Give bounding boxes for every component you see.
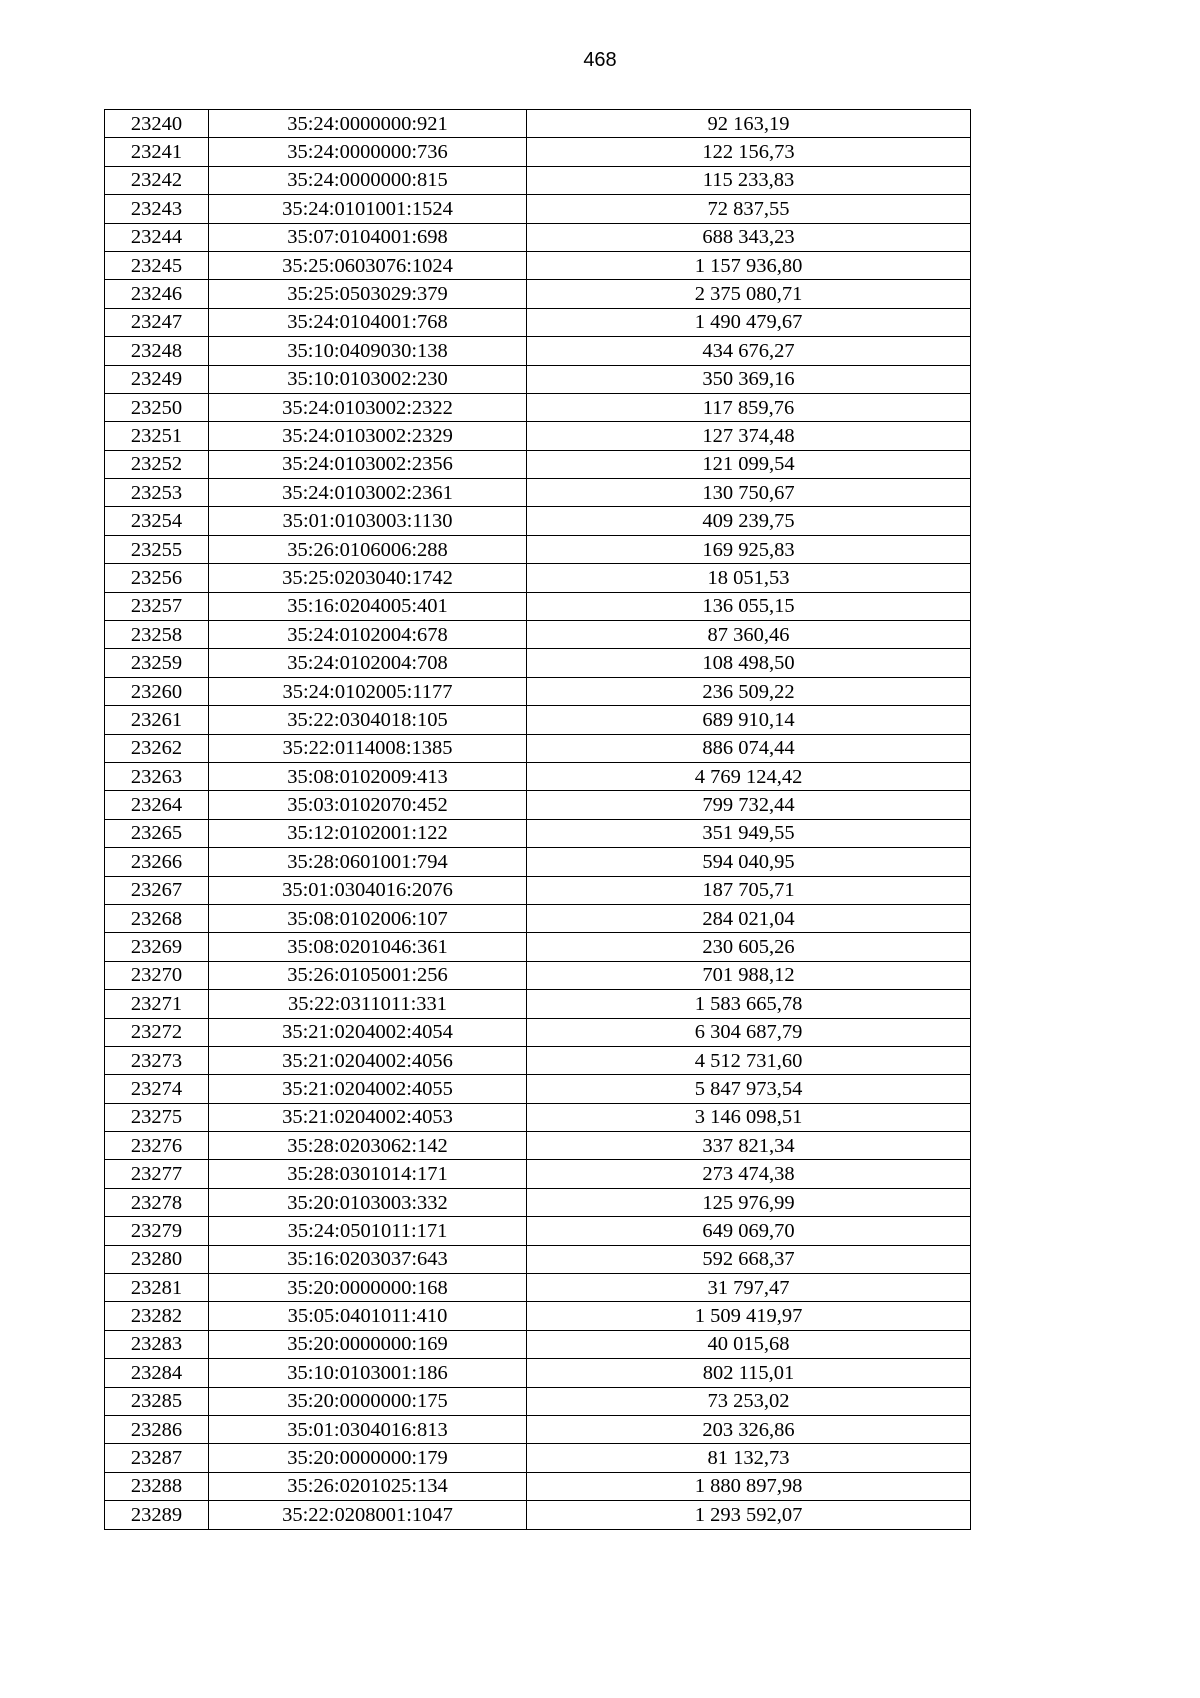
value-cell: 689 910,14 <box>527 706 971 734</box>
table-row <box>105 1472 971 1500</box>
table-row <box>105 848 971 876</box>
cadastral-number-cell: 35:01:0103003:1130 <box>209 507 527 535</box>
value-cell: 273 474,38 <box>527 1160 971 1188</box>
table-row <box>105 1103 971 1131</box>
cadastral-number-cell: 35:22:0208001:1047 <box>209 1501 527 1529</box>
row-number-cell: 23287 <box>105 1444 209 1472</box>
table-row <box>105 479 971 507</box>
table-row <box>105 1075 971 1103</box>
value-cell: 169 925,83 <box>527 535 971 563</box>
table-row <box>105 422 971 450</box>
row-number-cell: 23242 <box>105 166 209 194</box>
table-row <box>105 791 971 819</box>
table-row <box>105 110 971 138</box>
cadastral-number-cell: 35:20:0000000:168 <box>209 1274 527 1302</box>
cadastral-number-cell: 35:16:0204005:401 <box>209 592 527 620</box>
row-number-cell: 23278 <box>105 1188 209 1216</box>
row-number-cell: 23254 <box>105 507 209 535</box>
value-cell: 3 146 098,51 <box>527 1103 971 1131</box>
value-cell: 2 375 080,71 <box>527 280 971 308</box>
cadastral-number-cell: 35:24:0000000:815 <box>209 166 527 194</box>
row-number-cell: 23269 <box>105 933 209 961</box>
value-cell: 1 293 592,07 <box>527 1501 971 1529</box>
value-cell: 4 769 124,42 <box>527 762 971 790</box>
value-cell: 6 304 687,79 <box>527 1018 971 1046</box>
value-cell: 701 988,12 <box>527 961 971 989</box>
value-cell: 799 732,44 <box>527 791 971 819</box>
row-number-cell: 23272 <box>105 1018 209 1046</box>
cadastral-number-cell: 35:05:0401011:410 <box>209 1302 527 1330</box>
cadastral-number-cell: 35:24:0103002:2329 <box>209 422 527 450</box>
table-row <box>105 904 971 932</box>
row-number-cell: 23283 <box>105 1330 209 1358</box>
cadastral-number-cell: 35:24:0102004:678 <box>209 621 527 649</box>
value-cell: 40 015,68 <box>527 1330 971 1358</box>
cadastral-number-cell: 35:22:0114008:1385 <box>209 734 527 762</box>
value-cell: 1 157 936,80 <box>527 251 971 279</box>
table-row <box>105 393 971 421</box>
cadastral-number-cell: 35:24:0000000:736 <box>209 138 527 166</box>
table-row <box>105 961 971 989</box>
row-number-cell: 23244 <box>105 223 209 251</box>
table-row <box>105 677 971 705</box>
row-number-cell: 23263 <box>105 762 209 790</box>
cadastral-number-cell: 35:28:0601001:794 <box>209 848 527 876</box>
cadastral-number-cell: 35:10:0103001:186 <box>209 1359 527 1387</box>
table-body <box>105 110 971 1530</box>
table-row <box>105 251 971 279</box>
row-number-cell: 23256 <box>105 564 209 592</box>
cadastral-number-cell: 35:24:0101001:1524 <box>209 195 527 223</box>
value-cell: 127 374,48 <box>527 422 971 450</box>
table-row <box>105 1302 971 1330</box>
value-cell: 92 163,19 <box>527 110 971 138</box>
cadastral-number-cell: 35:22:0304018:105 <box>209 706 527 734</box>
row-number-cell: 23251 <box>105 422 209 450</box>
row-number-cell: 23246 <box>105 280 209 308</box>
value-cell: 1 880 897,98 <box>527 1472 971 1500</box>
value-cell: 4 512 731,60 <box>527 1046 971 1074</box>
table-row <box>105 1217 971 1245</box>
data-table <box>104 109 971 1530</box>
value-cell: 18 051,53 <box>527 564 971 592</box>
table-row <box>105 933 971 961</box>
cadastral-number-cell: 35:12:0102001:122 <box>209 819 527 847</box>
cadastral-number-cell: 35:07:0104001:698 <box>209 223 527 251</box>
value-cell: 649 069,70 <box>527 1217 971 1245</box>
row-number-cell: 23259 <box>105 649 209 677</box>
cadastral-number-cell: 35:20:0103003:332 <box>209 1188 527 1216</box>
value-cell: 115 233,83 <box>527 166 971 194</box>
row-number-cell: 23261 <box>105 706 209 734</box>
table-row <box>105 1359 971 1387</box>
value-cell: 351 949,55 <box>527 819 971 847</box>
row-number-cell: 23267 <box>105 876 209 904</box>
row-number-cell: 23275 <box>105 1103 209 1131</box>
table-row <box>105 1444 971 1472</box>
row-number-cell: 23282 <box>105 1302 209 1330</box>
row-number-cell: 23264 <box>105 791 209 819</box>
cadastral-number-cell: 35:26:0106006:288 <box>209 535 527 563</box>
cadastral-number-cell: 35:20:0000000:169 <box>209 1330 527 1358</box>
table-row <box>105 762 971 790</box>
row-number-cell: 23279 <box>105 1217 209 1245</box>
cadastral-number-cell: 35:21:0204002:4055 <box>209 1075 527 1103</box>
row-number-cell: 23289 <box>105 1501 209 1529</box>
row-number-cell: 23268 <box>105 904 209 932</box>
value-cell: 688 343,23 <box>527 223 971 251</box>
value-cell: 802 115,01 <box>527 1359 971 1387</box>
cadastral-number-cell: 35:24:0000000:921 <box>209 110 527 138</box>
row-number-cell: 23260 <box>105 677 209 705</box>
table-row <box>105 138 971 166</box>
table-row <box>105 1132 971 1160</box>
table-row <box>105 450 971 478</box>
row-number-cell: 23271 <box>105 990 209 1018</box>
cadastral-number-cell: 35:10:0103002:230 <box>209 365 527 393</box>
value-cell: 117 859,76 <box>527 393 971 421</box>
row-number-cell: 23255 <box>105 535 209 563</box>
row-number-cell: 23281 <box>105 1274 209 1302</box>
table-row <box>105 649 971 677</box>
cadastral-number-cell: 35:24:0501011:171 <box>209 1217 527 1245</box>
value-cell: 236 509,22 <box>527 677 971 705</box>
cadastral-number-cell: 35:21:0204002:4056 <box>209 1046 527 1074</box>
value-cell: 203 326,86 <box>527 1415 971 1443</box>
table-row <box>105 1018 971 1046</box>
row-number-cell: 23245 <box>105 251 209 279</box>
row-number-cell: 23273 <box>105 1046 209 1074</box>
table-row <box>105 990 971 1018</box>
row-number-cell: 23285 <box>105 1387 209 1415</box>
cadastral-number-cell: 35:08:0102006:107 <box>209 904 527 932</box>
row-number-cell: 23286 <box>105 1415 209 1443</box>
row-number-cell: 23252 <box>105 450 209 478</box>
cadastral-number-cell: 35:24:0103002:2356 <box>209 450 527 478</box>
row-number-cell: 23243 <box>105 195 209 223</box>
cadastral-number-cell: 35:25:0603076:1024 <box>209 251 527 279</box>
value-cell: 87 360,46 <box>527 621 971 649</box>
cadastral-number-cell: 35:21:0204002:4053 <box>209 1103 527 1131</box>
cadastral-number-cell: 35:20:0000000:175 <box>209 1387 527 1415</box>
value-cell: 409 239,75 <box>527 507 971 535</box>
cadastral-number-cell: 35:26:0105001:256 <box>209 961 527 989</box>
row-number-cell: 23250 <box>105 393 209 421</box>
table-row <box>105 195 971 223</box>
value-cell: 130 750,67 <box>527 479 971 507</box>
row-number-cell: 23280 <box>105 1245 209 1273</box>
table-row <box>105 280 971 308</box>
value-cell: 5 847 973,54 <box>527 1075 971 1103</box>
value-cell: 72 837,55 <box>527 195 971 223</box>
row-number-cell: 23240 <box>105 110 209 138</box>
value-cell: 122 156,73 <box>527 138 971 166</box>
table-row <box>105 337 971 365</box>
cadastral-number-cell: 35:01:0304016:2076 <box>209 876 527 904</box>
value-cell: 121 099,54 <box>527 450 971 478</box>
table-row <box>105 1274 971 1302</box>
cadastral-number-cell: 35:24:0104001:768 <box>209 308 527 336</box>
value-cell: 594 040,95 <box>527 848 971 876</box>
row-number-cell: 23247 <box>105 308 209 336</box>
value-cell: 73 253,02 <box>527 1387 971 1415</box>
row-number-cell: 23258 <box>105 621 209 649</box>
table-row <box>105 734 971 762</box>
table-row <box>105 1160 971 1188</box>
table-row <box>105 365 971 393</box>
row-number-cell: 23284 <box>105 1359 209 1387</box>
table-row <box>105 507 971 535</box>
value-cell: 592 668,37 <box>527 1245 971 1273</box>
row-number-cell: 23262 <box>105 734 209 762</box>
value-cell: 284 021,04 <box>527 904 971 932</box>
value-cell: 337 821,34 <box>527 1132 971 1160</box>
cadastral-number-cell: 35:24:0103002:2361 <box>209 479 527 507</box>
table-row <box>105 308 971 336</box>
value-cell: 230 605,26 <box>527 933 971 961</box>
cadastral-number-cell: 35:21:0204002:4054 <box>209 1018 527 1046</box>
cadastral-number-cell: 35:24:0102004:708 <box>209 649 527 677</box>
table-row <box>105 223 971 251</box>
cadastral-number-cell: 35:24:0103002:2322 <box>209 393 527 421</box>
row-number-cell: 23288 <box>105 1472 209 1500</box>
table-row <box>105 1245 971 1273</box>
value-cell: 136 055,15 <box>527 592 971 620</box>
cadastral-number-cell: 35:24:0102005:1177 <box>209 677 527 705</box>
value-cell: 886 074,44 <box>527 734 971 762</box>
row-number-cell: 23248 <box>105 337 209 365</box>
row-number-cell: 23270 <box>105 961 209 989</box>
cadastral-number-cell: 35:08:0102009:413 <box>209 762 527 790</box>
row-number-cell: 23276 <box>105 1132 209 1160</box>
table-row <box>105 1415 971 1443</box>
table-row <box>105 1387 971 1415</box>
table-row <box>105 592 971 620</box>
table-row <box>105 1330 971 1358</box>
table-row <box>105 166 971 194</box>
table-row <box>105 621 971 649</box>
cadastral-number-cell: 35:26:0201025:134 <box>209 1472 527 1500</box>
value-cell: 1 490 479,67 <box>527 308 971 336</box>
value-cell: 125 976,99 <box>527 1188 971 1216</box>
table-row <box>105 706 971 734</box>
cadastral-number-cell: 35:22:0311011:331 <box>209 990 527 1018</box>
value-cell: 350 369,16 <box>527 365 971 393</box>
value-cell: 1 583 665,78 <box>527 990 971 1018</box>
cadastral-number-cell: 35:16:0203037:643 <box>209 1245 527 1273</box>
row-number-cell: 23265 <box>105 819 209 847</box>
table-row <box>105 1501 971 1529</box>
table-row <box>105 819 971 847</box>
cadastral-number-cell: 35:10:0409030:138 <box>209 337 527 365</box>
table-row <box>105 876 971 904</box>
row-number-cell: 23266 <box>105 848 209 876</box>
table-row <box>105 535 971 563</box>
cadastral-number-cell: 35:25:0503029:379 <box>209 280 527 308</box>
cadastral-number-cell: 35:08:0201046:361 <box>209 933 527 961</box>
table-row <box>105 564 971 592</box>
value-cell: 108 498,50 <box>527 649 971 677</box>
table-row <box>105 1046 971 1074</box>
cadastral-number-cell: 35:28:0301014:171 <box>209 1160 527 1188</box>
table-row <box>105 1188 971 1216</box>
cadastral-number-cell: 35:25:0203040:1742 <box>209 564 527 592</box>
cadastral-number-cell: 35:03:0102070:452 <box>209 791 527 819</box>
row-number-cell: 23249 <box>105 365 209 393</box>
value-cell: 1 509 419,97 <box>527 1302 971 1330</box>
row-number-cell: 23253 <box>105 479 209 507</box>
value-cell: 81 132,73 <box>527 1444 971 1472</box>
row-number-cell: 23241 <box>105 138 209 166</box>
row-number-cell: 23257 <box>105 592 209 620</box>
value-cell: 434 676,27 <box>527 337 971 365</box>
row-number-cell: 23277 <box>105 1160 209 1188</box>
page-number: 468 <box>583 49 617 71</box>
cadastral-number-cell: 35:01:0304016:813 <box>209 1415 527 1443</box>
cadastral-number-cell: 35:20:0000000:179 <box>209 1444 527 1472</box>
cadastral-number-cell: 35:28:0203062:142 <box>209 1132 527 1160</box>
row-number-cell: 23274 <box>105 1075 209 1103</box>
value-cell: 187 705,71 <box>527 876 971 904</box>
value-cell: 31 797,47 <box>527 1274 971 1302</box>
